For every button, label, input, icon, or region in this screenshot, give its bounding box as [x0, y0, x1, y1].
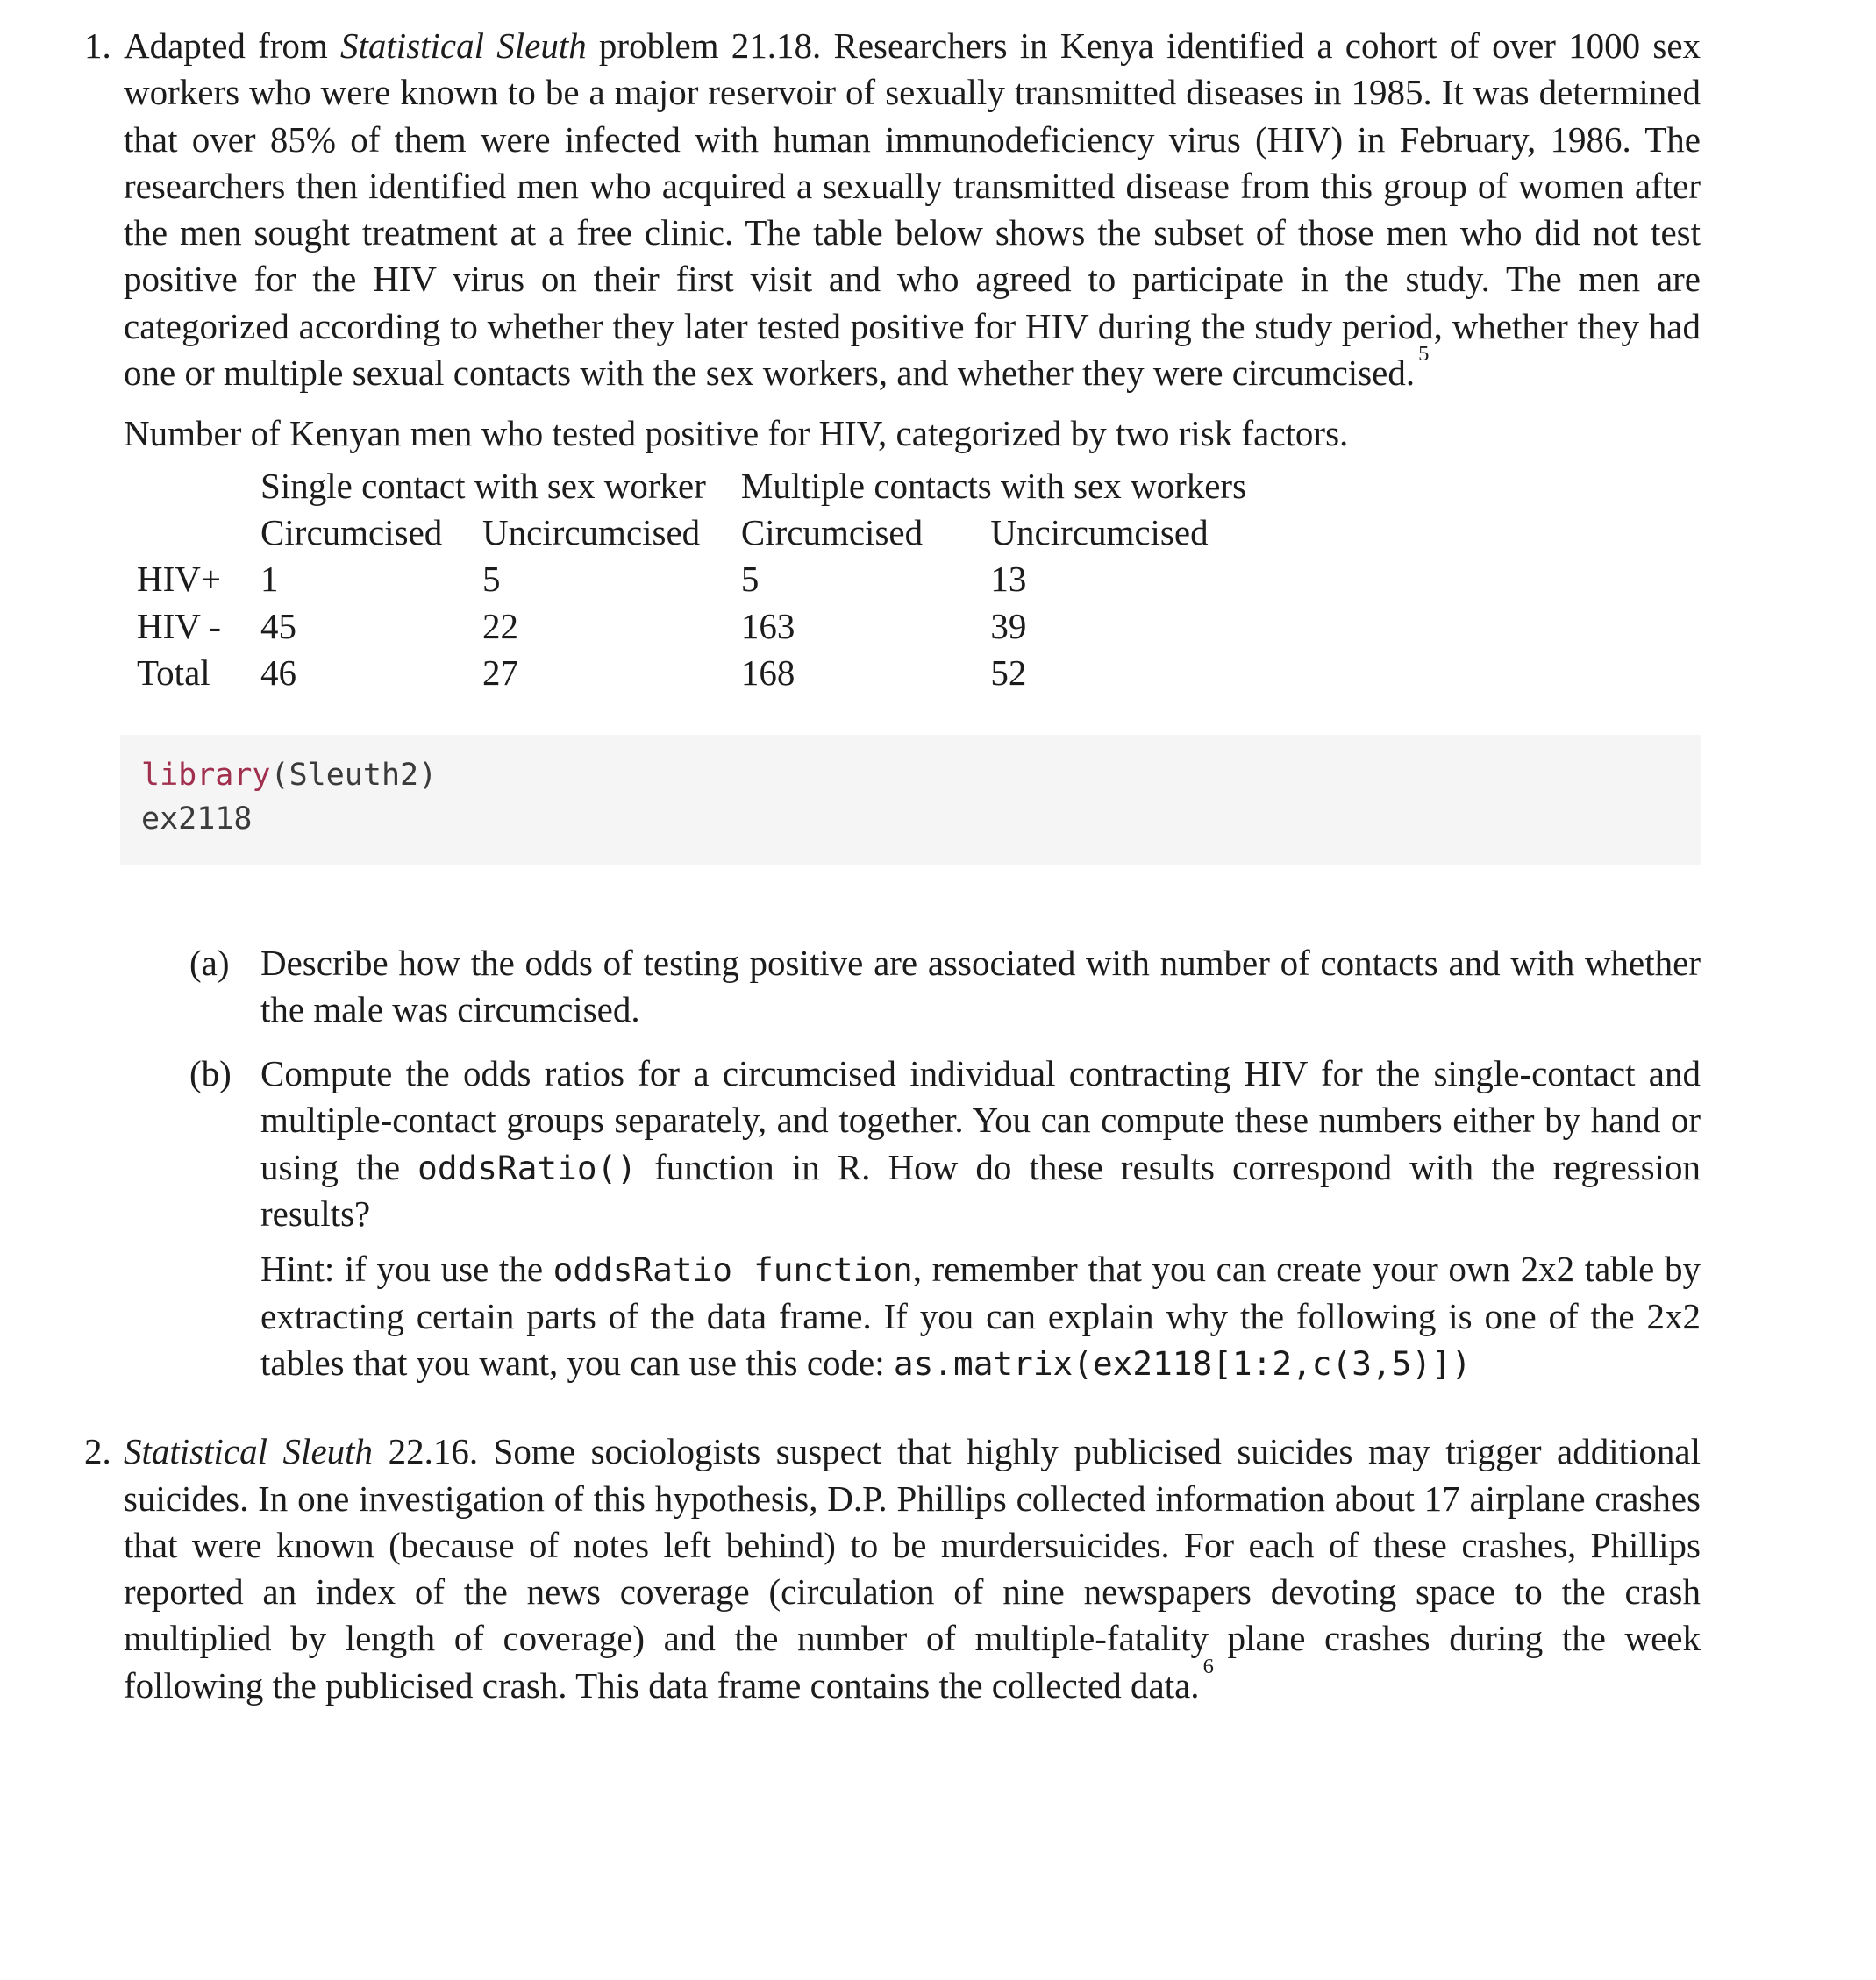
book-title: Statistical Sleuth [340, 25, 587, 66]
code-keyword-library: library [141, 758, 271, 794]
problem-1-number: 1. [84, 25, 111, 66]
table-row [137, 603, 1281, 650]
table-cell: 39 [990, 605, 1027, 646]
inline-code-as-matrix: as.matrix(ex2118[1:2,c(3,5)]) [893, 1343, 1472, 1383]
table-cell: 22 [482, 605, 518, 646]
table-row [137, 556, 1281, 602]
problem-1-intro-paragraph [124, 23, 1701, 396]
table-cell: 168 [740, 652, 795, 693]
column-header: Circumcised [740, 511, 924, 552]
part-b [189, 1051, 1701, 1386]
group-header-single-contact: Single contact with sex worker [260, 465, 706, 506]
column-header: Uncircumcised [990, 511, 1209, 552]
table-caption: Number of Kenyan men who tested positive for HIV, categorized by two risk factors. [124, 413, 1349, 454]
problem-1-body [124, 23, 1701, 1386]
table-cell: 5 [740, 559, 760, 600]
book-title: Statistical Sleuth [124, 1431, 374, 1472]
footnote-mark-6: 6 [1202, 1654, 1214, 1678]
intro-prefix: Adapted from [124, 25, 341, 66]
problem-1 [84, 23, 1701, 1386]
problem-2-paragraph [124, 1428, 1701, 1709]
part-b-label: (b) [189, 1053, 232, 1094]
inline-code-oddsratio: oddsRatio() [417, 1148, 637, 1187]
row-label: Total [137, 652, 210, 693]
part-b-hint [260, 1246, 1701, 1386]
table-cell: 13 [990, 559, 1027, 600]
table-cell: 46 [260, 652, 297, 693]
table-cell: 45 [260, 605, 297, 646]
footnote-mark-5: 5 [1418, 341, 1430, 366]
problem-2-body [124, 1428, 1701, 1709]
column-header: Circumcised [260, 511, 443, 552]
problem-1-parts [189, 940, 1701, 1387]
table-cell: 1 [260, 559, 279, 600]
part-a-text: Describe how the odds of testing positive are associated with number of contacts and with whether the male was circumcised. [260, 942, 1701, 1029]
table-cell: 52 [990, 652, 1027, 693]
table-cell: 163 [740, 605, 795, 646]
column-header: Uncircumcised [482, 511, 701, 552]
hiv-table [137, 463, 1281, 696]
part-b-text [260, 1051, 1701, 1237]
intro-body: problem 21.18. Researchers in Kenya identified a cohort of over 1000 sex workers who were known to be a major reservoir of sexually transmitted diseases in 1985. It was determined that over 85% of them were infected with human immunodeficiency virus (HIV) in February, 1986. The researchers then identified men who acquired a sexually transmitted disease from this group of women after the men sought treatment at a free clinic. The table below shows the subset of those men who did not test positive for the HIV virus on their first visit and who agreed to participate in the study. The men are categorized according to whether they later tested positive for HIV during the study period, whether they had one or multiple sexual contacts with the sex workers, and whether they were circumcised. [124, 25, 1701, 394]
code-line-ex2118: ex2118 [141, 801, 253, 837]
empty-corner-cell [137, 509, 260, 556]
table-row [137, 650, 1281, 696]
part-b-body [260, 1051, 1701, 1386]
part-a [189, 940, 1701, 1034]
empty-corner-cell [137, 463, 260, 509]
problem-2 [84, 1428, 1701, 1709]
part-b-text-after: function in R. How do these results correspond with the regression results? [260, 1146, 1701, 1235]
problem-2-number: 2. [84, 1431, 111, 1472]
code-call-args: (Sleuth2) [270, 758, 438, 794]
row-label: HIV - [137, 605, 222, 646]
part-b-text-before: Compute the odds ratios for a circumcised individual contracting HIV for the single-contact and multiple-contact groups separately, and together. You can compute these numbers either by hand or using the [260, 1053, 1701, 1187]
group-header-multiple-contacts: Multiple contacts with sex workers [740, 465, 1247, 506]
table-subheader-row [137, 509, 1281, 556]
hint-prefix: Hint: if you use the [260, 1249, 553, 1290]
table-cell: 5 [482, 559, 501, 600]
problem-2-text: 22.16. Some sociologists suspect that highly publicised suicides may trigger additional suicides. In one investigation of this hypothesis, D.P. Phillips collected information about 17 airplane crashes that were known (because of notes left behind) to be murdersuicides. For each of these crashes, Phillips reported an index of the news coverage (circulation of nine newspapers devoting space to the crash multiplied by length of coverage) and the number of multiple-fatality plane crashes during the week following the publicised crash. This data frame contains the collected data. [124, 1431, 1701, 1706]
part-a-body [260, 940, 1701, 1034]
hint-middle: , remember that you can create your own 2x2 table by extracting certain parts of the data frame. If you can explain why the following is one of the 2x2 tables that you want, you can use this code: [260, 1249, 1701, 1383]
table-group-header-row [137, 463, 1281, 509]
row-label: HIV+ [137, 559, 221, 600]
inline-code-oddsratio-function: oddsRatio function [553, 1250, 913, 1290]
r-code-block [120, 735, 1701, 864]
part-a-label: (a) [189, 942, 230, 983]
table-cell: 27 [482, 652, 518, 693]
